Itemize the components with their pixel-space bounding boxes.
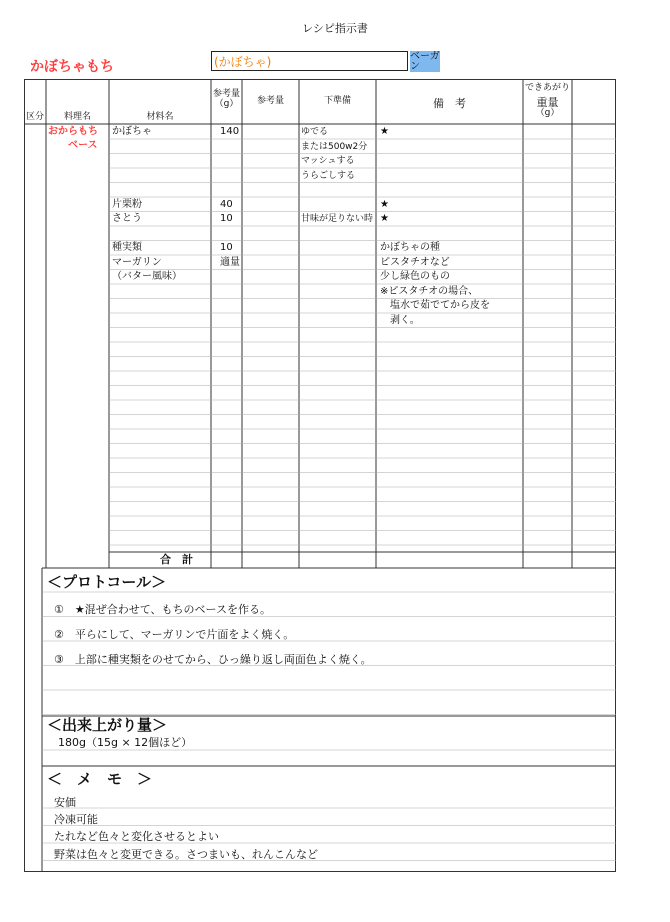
header-category: 区分 <box>25 112 44 122</box>
yield-value: 180g（15g × 12個ほど） <box>58 736 193 749</box>
row-ingredient: さとう <box>112 213 142 224</box>
header-ref-amount-line1: 参考量 <box>212 89 240 99</box>
row-ingredient: マーガリン <box>112 256 162 268</box>
header-ref-amount-2: 参考量 <box>256 96 284 106</box>
header-dish: 料理名 <box>63 112 91 122</box>
row-note: かぼちゃの種 <box>380 242 440 253</box>
row-prep: または500w2分 <box>301 141 368 152</box>
header-finished-line1: できあがり <box>524 83 570 93</box>
memo-title: ＜ メ モ ＞ <box>47 770 153 788</box>
yield-title: ＜出来上がり量＞ <box>47 716 168 734</box>
header-finished <box>523 83 572 118</box>
row-note: 塩水で茹でてから皮を <box>380 300 490 311</box>
header-ref-amount <box>211 89 242 109</box>
row-amount: 40 <box>220 198 233 210</box>
dish-name: かぼちゃもち <box>30 59 114 75</box>
memo-line-1: 安価 <box>54 796 76 809</box>
row-ingredient: 片栗粉 <box>112 198 142 210</box>
header-finished-line2: 重量 <box>536 96 559 109</box>
document-title: レシピ指示書 <box>302 22 368 35</box>
total-label: 合 計 <box>160 553 193 566</box>
dish-label-line2: ベース <box>68 140 98 151</box>
memo-line-2: 冷凍可能 <box>54 813 98 826</box>
header-ingredient: 材料名 <box>146 112 174 122</box>
row-note: ★ <box>380 126 389 137</box>
row-amount: 140 <box>220 126 240 137</box>
row-prep: 甘味が足りない時 <box>301 214 374 224</box>
protocol-step-3: ③ 上部に種実類をのせてから、ひっ繰り返し両面色よく焼く。 <box>54 653 372 666</box>
header-notes: 備 考 <box>433 97 466 110</box>
row-ingredient: （バター風味） <box>112 271 182 282</box>
memo-line-4: 野菜は色々と変更できる。さつまいも、れんこんなど <box>54 848 318 861</box>
row-ingredient: 種実類 <box>112 242 142 253</box>
protocol-step-2: ② 平らにして、マーガリンで片面をよく焼く。 <box>54 628 295 641</box>
row-amount: 10 <box>220 242 233 253</box>
row-note: 少し緑色のもの <box>380 271 450 282</box>
vegan-badge: ベーガン <box>410 51 440 72</box>
row-note: 剥く。 <box>380 314 420 326</box>
row-prep: うらごしする <box>301 170 356 181</box>
row-note: ★ <box>380 213 389 224</box>
row-amount: 10 <box>220 213 233 224</box>
header-prep: 下準備 <box>323 96 351 106</box>
row-prep: マッシュする <box>301 156 355 166</box>
memo-line-3: たれなど色々と変化させるとよい <box>54 830 219 843</box>
row-note: ※ピスタチオの場合、 <box>380 285 479 297</box>
protocol-title: ＜プロトコール＞ <box>47 573 167 591</box>
row-amount: 適量 <box>220 256 240 268</box>
dish-label-line1: おからもち <box>48 126 98 137</box>
row-ingredient: かぼちゃ <box>112 126 152 137</box>
row-note: ★ <box>380 198 389 210</box>
protocol-step-1: ① ★混ぜ合わせて、もちのベースを作る。 <box>54 603 271 616</box>
sub-name-box: (かぼちゃ) <box>211 51 408 71</box>
row-note: ピスタチオなど <box>380 256 450 268</box>
header-ref-amount-line2: （g） <box>214 99 239 109</box>
row-prep: ゆでる <box>301 127 329 137</box>
header-finished-line3: （g） <box>535 108 560 118</box>
